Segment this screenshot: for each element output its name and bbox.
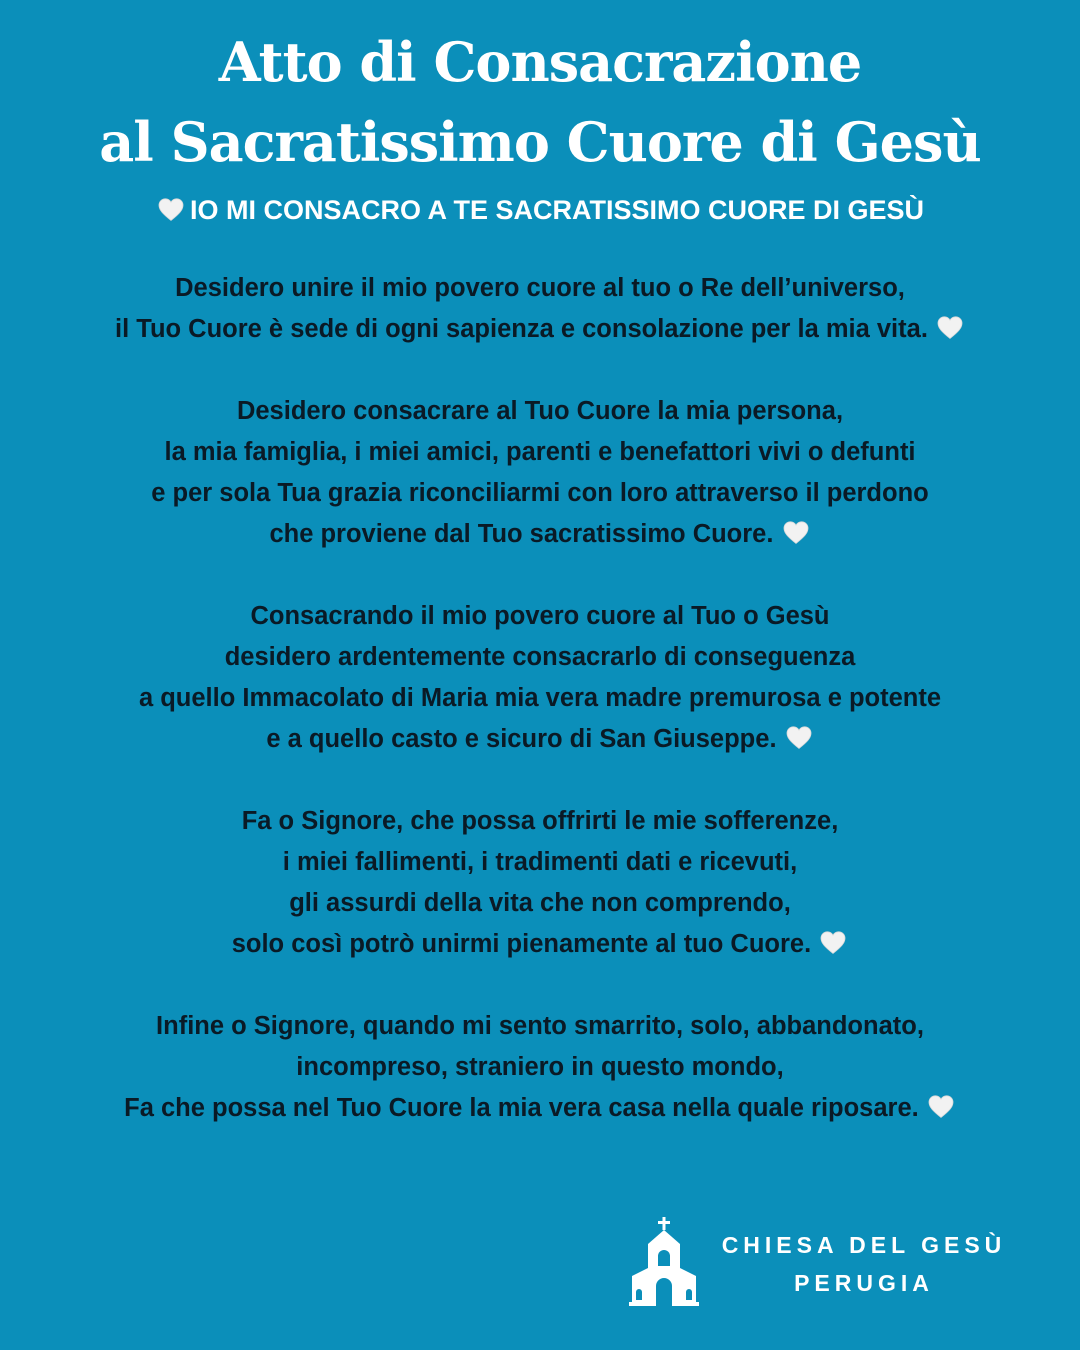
paragraph-4 [0, 801, 1080, 965]
text-line: il Tuo Cuore è sede di ogni sapienza e consolazione per la mia vita. [0, 309, 1080, 350]
text-line: incompreso, straniero in questo mondo, [296, 1053, 784, 1081]
church-icon [628, 1216, 700, 1308]
brand-line-2: PERUGIA [794, 1270, 934, 1296]
white-heart-icon [158, 198, 184, 222]
text-line: Desidero unire il mio povero cuore al tuo o Re dell’universo, [175, 274, 905, 302]
white-heart-icon [820, 931, 846, 955]
text-line: e per sola Tua grazia riconciliarmi con loro attraverso il perdono [151, 479, 929, 507]
title-line-2: al Sacratissimo Cuore di Gesù [99, 110, 981, 174]
text-line: Consacrando il mio povero cuore al Tuo o Gesù [250, 602, 830, 630]
white-heart-icon [783, 521, 809, 545]
paragraph-5 [0, 1006, 1080, 1129]
paragraph-3 [0, 596, 1080, 760]
brand-name [714, 1226, 1014, 1302]
brand-line-1: CHIESA DEL GESÙ [721, 1232, 1007, 1258]
footer-logo [628, 1216, 1028, 1311]
paragraph-1 [0, 268, 1080, 350]
paragraph-2 [0, 391, 1080, 555]
text-line: solo così potrò unirmi pienamente al tuo Cuore. [0, 924, 1080, 965]
text-line: desidero ardentemente consacrarlo di conseguenza [224, 643, 856, 671]
title-line-1: Atto di Consacrazione [218, 30, 862, 94]
white-heart-icon [786, 726, 812, 750]
text-line: Infine o Signore, quando mi sento smarrito, solo, abbandonato, [156, 1012, 924, 1040]
subtitle [0, 190, 1080, 230]
text-line: Fa o Signore, che possa offrirti le mie sofferenze, [241, 807, 839, 835]
text-line: gli assurdi della vita che non comprendo, [289, 889, 791, 917]
white-heart-icon [937, 316, 963, 340]
text-line: la mia famiglia, i miei amici, parenti e benefattori vivi o defunti [164, 438, 916, 466]
prayer-text [0, 268, 1080, 1170]
text-line: Fa che possa nel Tuo Cuore la mia vera casa nella quale riposare. [0, 1088, 1080, 1129]
page-title [0, 22, 1080, 182]
subtitle-text: IO MI CONSACRO A TE SACRATISSIMO CUORE DI GESÙ [189, 195, 925, 225]
text-line: i miei fallimenti, i tradimenti dati e ricevuti, [282, 848, 798, 876]
text-line: Desidero consacrare al Tuo Cuore la mia persona, [236, 397, 844, 425]
text-line: che proviene dal Tuo sacratissimo Cuore. [0, 514, 1080, 555]
white-heart-icon [928, 1095, 954, 1119]
text-line: a quello Immacolato di Maria mia vera madre premurosa e potente [138, 684, 942, 712]
text-line: e a quello casto e sicuro di San Giuseppe. [0, 719, 1080, 760]
